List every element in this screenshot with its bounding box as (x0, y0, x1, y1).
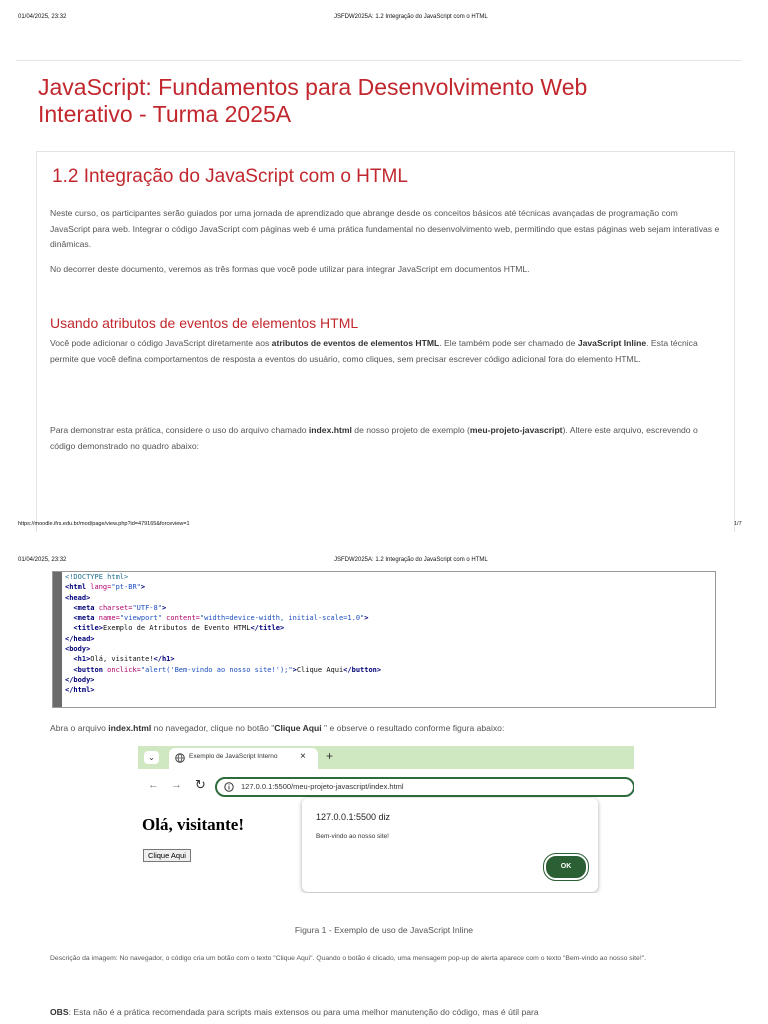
figure-caption: Figura 1 - Exemplo de uso de JavaScript Inline (294, 925, 474, 935)
text-span: . Esta técnica permite que você defina comportamentos de resposta a eventos do usuário, como cliques, sem precisar escrever código adicional fora do elemento HTML. (50, 338, 698, 364)
reload-icon[interactable]: ↻ (195, 777, 206, 792)
header-divider (16, 60, 742, 61)
new-tab-button[interactable]: + (326, 749, 334, 763)
bold-term: index.html (108, 723, 152, 733)
address-url: 127.0.0.1:5500/meu-projeto-javascript/index.html (241, 782, 404, 791)
text-span: Abra o arquivo (50, 723, 109, 733)
code-listing (65, 572, 381, 696)
demo-paragraph (50, 423, 720, 454)
close-tab-icon[interactable]: × (300, 751, 306, 762)
code-token: name= (94, 614, 120, 623)
section-title: 1.2 Integração do JavaScript com o HTML (52, 166, 408, 187)
bold-term: atributos de eventos de elementos HTML (271, 338, 440, 348)
address-bar[interactable] (215, 777, 634, 797)
code-token: "pt-BR" (111, 583, 141, 592)
code-token: "viewport" (119, 614, 162, 623)
text-span: . Ele também pode ser chamado de (439, 338, 578, 348)
forward-arrow-icon[interactable]: → (171, 779, 182, 791)
page-heading: Olá, visitante! (142, 815, 244, 834)
browser-figure (138, 746, 634, 893)
bold-term: index.html (308, 425, 352, 435)
text-span: Para demonstrar esta prática, considere o uso do arquivo chamado (50, 425, 309, 435)
code-token: > (140, 583, 146, 592)
text-span: no navegador, clique no botão " (151, 723, 275, 733)
code-token: <body> (65, 645, 91, 654)
code-token: Olá, visitante! (90, 655, 154, 664)
code-token: Exemplo de Atributos de Evento HTML (102, 624, 251, 633)
info-icon (224, 782, 234, 792)
code-token: content= (161, 614, 200, 623)
code-token: > (364, 614, 369, 623)
code-block-bar (53, 572, 62, 707)
code-token: <meta (65, 614, 95, 623)
back-arrow-icon[interactable]: ← (148, 779, 159, 791)
bold-term: OBS (50, 1007, 69, 1017)
code-token: </h1> (153, 655, 175, 664)
code-token: </title> (250, 624, 285, 633)
text-span: : Esta não é a prática recomendada para scripts mais extensos ou para uma melhor manutenção do código, mas é útil para (68, 1007, 539, 1017)
course-title (38, 74, 728, 128)
code-token: charset= (94, 603, 133, 612)
clique-aqui-button[interactable]: Clique Aqui (143, 849, 191, 862)
tab-list-dropdown[interactable] (144, 751, 159, 764)
chevron-down-icon: ⌄ (148, 753, 155, 762)
code-token: </button> (343, 665, 382, 674)
alert-message: Bem-vindo ao nosso site! (316, 833, 389, 840)
globe-icon (175, 753, 185, 763)
code-token: </body> (65, 675, 95, 684)
code-token: > (292, 665, 297, 674)
browser-tab-strip (138, 746, 634, 769)
course-title-line2: Interativo - Turma 2025A (38, 101, 292, 127)
text-span: " e observe o resultado conforme figura abaixo: (321, 723, 505, 733)
code-token: </head> (65, 634, 95, 643)
code-block (52, 571, 716, 708)
code-token: <title> (65, 624, 103, 633)
text-span: ). Altere este arquivo, escrevendo o código demonstrado no quadro abaixo: (50, 425, 698, 451)
print-footer-url: https://moodle.ifrs.edu.br/mod/page/view.php?id=479165&forceview=1 (18, 521, 190, 527)
alert-ok-button[interactable]: OK (544, 854, 588, 880)
attributes-paragraph (50, 336, 720, 367)
image-description: Descrição da imagem: No navegador, o código cria um botão com o texto "Clique Aqui". Quando o botão é clicado, uma mensagem pop-up de alerta aparece com o texto "Bem-vindo ao nosso site!". (50, 955, 647, 962)
code-token: > (161, 603, 167, 612)
text-span: Você pode adicionar o código JavaScript diretamente aos (50, 338, 272, 348)
subsection-title: Usando atributos de eventos de elementos HTML (50, 315, 359, 331)
bold-term: Clique Aqui (274, 723, 322, 733)
alert-dialog (302, 798, 598, 892)
course-title-line1: JavaScript: Fundamentos para Desenvolvimento Web (38, 74, 588, 100)
intro-paragraph-1: Neste curso, os participantes serão guiados por uma jornada de aprendizado que abrange desde os conceitos básicos até técnicas avançadas de programação com JavaScript para web. Integrar o código JavaScript com páginas web é uma prática fundamental no desenvolvimento web, permitindo que estas páginas web sejam interativas e dinâmicas. (50, 208, 720, 249)
code-token: "UTF-8" (132, 603, 162, 612)
code-token: "alert('Bem-vindo ao nosso site!');" (140, 665, 293, 674)
code-token: <button (65, 665, 103, 674)
code-token: onclick= (102, 665, 141, 674)
print-datetime: 01/04/2025, 23:32 (18, 557, 67, 563)
code-token: <meta (65, 603, 95, 612)
bold-term: meu-projeto-javascript (469, 425, 563, 435)
print-doc-title: JSFDW2025A: 1.2 Integração do JavaScript com o HTML (334, 14, 488, 20)
intro-paragraph-2: No decorrer deste documento, veremos as três formas que você pode utilizar para integrar JavaScript em documentos HTML. (50, 264, 530, 274)
print-page-number: 1/7 (734, 521, 742, 527)
code-token: Clique Aqui (296, 665, 344, 674)
obs-paragraph (50, 1005, 720, 1021)
print-datetime: 01/04/2025, 23:32 (18, 14, 67, 20)
code-token: "width=device-width, initial-scale=1.0" (199, 614, 365, 623)
code-token: <h1> (65, 655, 91, 664)
print-doc-title: JSFDW2025A: 1.2 Integração do JavaScript com o HTML (334, 557, 488, 563)
code-token: <html (65, 583, 87, 592)
code-token: lang= (86, 583, 112, 592)
code-token: </html> (65, 686, 95, 695)
browser-tab[interactable] (169, 748, 318, 769)
text-span: de nosso projeto de exemplo ( (351, 425, 470, 435)
alert-title: 127.0.0.1:5500 diz (316, 812, 391, 822)
code-token: <!DOCTYPE html> (65, 573, 129, 581)
open-file-paragraph (50, 721, 720, 737)
bold-term: JavaScript Inline (577, 338, 647, 348)
code-token: <head> (65, 593, 91, 602)
tab-title: Exemplo de JavaScript Interno (189, 753, 278, 760)
